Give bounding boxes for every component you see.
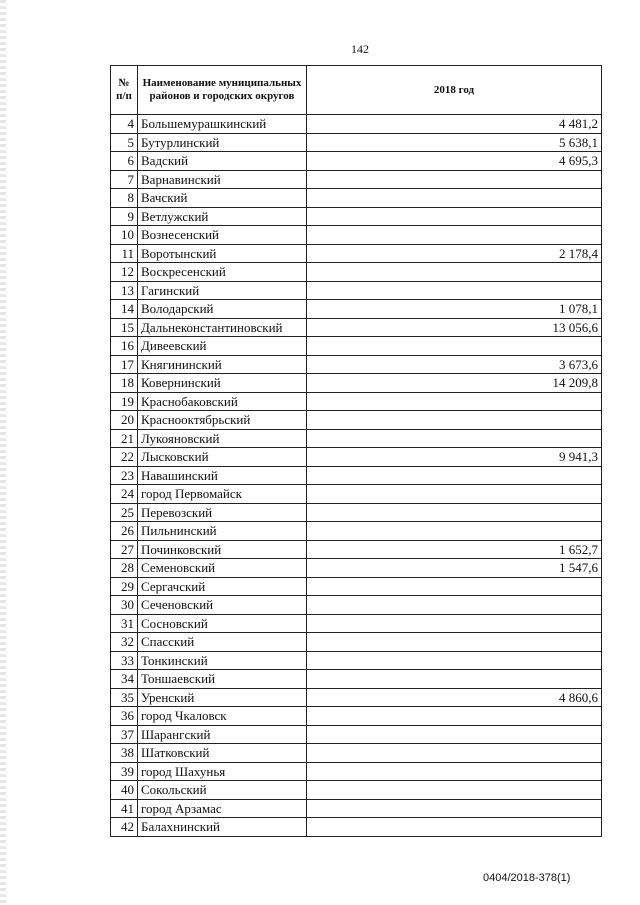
table-row bbox=[111, 170, 602, 189]
row-value bbox=[307, 226, 602, 245]
row-value: 1 652,7 bbox=[307, 540, 602, 559]
row-number: 35 bbox=[111, 688, 138, 707]
header-number: № п/п bbox=[111, 66, 138, 115]
row-value bbox=[307, 762, 602, 781]
row-number: 24 bbox=[111, 485, 138, 504]
row-value bbox=[307, 263, 602, 282]
table-row bbox=[111, 559, 602, 578]
row-number: 26 bbox=[111, 522, 138, 541]
row-name: Краснобаковский bbox=[138, 392, 307, 411]
table-row bbox=[111, 355, 602, 374]
row-name: Вознесенский bbox=[138, 226, 307, 245]
row-value bbox=[307, 281, 602, 300]
row-name: Ветлужский bbox=[138, 207, 307, 226]
table-row bbox=[111, 781, 602, 800]
table-row bbox=[111, 115, 602, 134]
table-row bbox=[111, 577, 602, 596]
table-row bbox=[111, 707, 602, 726]
row-name: Ковернинский bbox=[138, 374, 307, 393]
table-row bbox=[111, 596, 602, 615]
row-number: 30 bbox=[111, 596, 138, 615]
row-name: Сергачский bbox=[138, 577, 307, 596]
row-number: 20 bbox=[111, 411, 138, 430]
row-value: 3 673,6 bbox=[307, 355, 602, 374]
row-value bbox=[307, 670, 602, 689]
row-number: 11 bbox=[111, 244, 138, 263]
row-value bbox=[307, 392, 602, 411]
row-name: Балахнинский bbox=[138, 818, 307, 837]
table-row bbox=[111, 688, 602, 707]
table-row bbox=[111, 429, 602, 448]
row-number: 32 bbox=[111, 633, 138, 652]
table-row bbox=[111, 633, 602, 652]
row-value bbox=[307, 744, 602, 763]
row-value bbox=[307, 207, 602, 226]
row-name: Бутурлинский bbox=[138, 133, 307, 152]
row-name: Княгининский bbox=[138, 355, 307, 374]
table-row bbox=[111, 466, 602, 485]
row-value bbox=[307, 411, 602, 430]
row-name: Семеновский bbox=[138, 559, 307, 578]
row-value: 14 209,8 bbox=[307, 374, 602, 393]
table-row bbox=[111, 522, 602, 541]
row-name: Вачский bbox=[138, 189, 307, 208]
row-number: 6 bbox=[111, 152, 138, 171]
row-number: 19 bbox=[111, 392, 138, 411]
row-value bbox=[307, 170, 602, 189]
row-value bbox=[307, 522, 602, 541]
row-number: 13 bbox=[111, 281, 138, 300]
table-header-row bbox=[111, 66, 602, 115]
row-number: 9 bbox=[111, 207, 138, 226]
row-name: Шатковский bbox=[138, 744, 307, 763]
table-row bbox=[111, 744, 602, 763]
row-name: Дивеевский bbox=[138, 337, 307, 356]
table-row bbox=[111, 207, 602, 226]
row-number: 29 bbox=[111, 577, 138, 596]
row-number: 12 bbox=[111, 263, 138, 282]
row-value bbox=[307, 577, 602, 596]
row-value: 4 695,3 bbox=[307, 152, 602, 171]
row-number: 28 bbox=[111, 559, 138, 578]
table-row bbox=[111, 614, 602, 633]
table-row bbox=[111, 762, 602, 781]
table-row bbox=[111, 152, 602, 171]
row-name: Гагинский bbox=[138, 281, 307, 300]
row-number: 23 bbox=[111, 466, 138, 485]
row-number: 17 bbox=[111, 355, 138, 374]
table-row bbox=[111, 503, 602, 522]
row-number: 41 bbox=[111, 799, 138, 818]
data-table bbox=[110, 65, 602, 837]
table-row bbox=[111, 226, 602, 245]
row-value bbox=[307, 799, 602, 818]
row-number: 10 bbox=[111, 226, 138, 245]
row-name: Сосновский bbox=[138, 614, 307, 633]
header-name: Наименование муниципальных районов и городских округов bbox=[138, 66, 307, 115]
row-name: Краснооктябрьский bbox=[138, 411, 307, 430]
scan-edge bbox=[0, 0, 6, 905]
row-value: 4 860,6 bbox=[307, 688, 602, 707]
row-number: 16 bbox=[111, 337, 138, 356]
row-value: 1 547,6 bbox=[307, 559, 602, 578]
row-number: 34 bbox=[111, 670, 138, 689]
table-row bbox=[111, 133, 602, 152]
row-value bbox=[307, 337, 602, 356]
row-value bbox=[307, 614, 602, 633]
row-name: Воротынский bbox=[138, 244, 307, 263]
table-row bbox=[111, 374, 602, 393]
row-name: Починковский bbox=[138, 540, 307, 559]
row-name: Лукояновский bbox=[138, 429, 307, 448]
row-number: 25 bbox=[111, 503, 138, 522]
table-row bbox=[111, 670, 602, 689]
table-row bbox=[111, 651, 602, 670]
row-number: 40 bbox=[111, 781, 138, 800]
row-number: 22 bbox=[111, 448, 138, 467]
table-row bbox=[111, 485, 602, 504]
row-number: 33 bbox=[111, 651, 138, 670]
row-name: город Шахунья bbox=[138, 762, 307, 781]
table-row bbox=[111, 725, 602, 744]
row-value: 4 481,2 bbox=[307, 115, 602, 134]
row-name: Пильнинский bbox=[138, 522, 307, 541]
table-row bbox=[111, 263, 602, 282]
row-value: 1 078,1 bbox=[307, 300, 602, 319]
row-name: Тонкинский bbox=[138, 651, 307, 670]
table-row bbox=[111, 281, 602, 300]
page-number: 142 bbox=[351, 42, 369, 56]
row-name: город Арзамас bbox=[138, 799, 307, 818]
row-value bbox=[307, 633, 602, 652]
row-number: 7 bbox=[111, 170, 138, 189]
row-number: 31 bbox=[111, 614, 138, 633]
header-year: 2018 год bbox=[307, 66, 602, 115]
table-row bbox=[111, 300, 602, 319]
table-row bbox=[111, 540, 602, 559]
row-name: Шарангский bbox=[138, 725, 307, 744]
row-name: Большемурашкинский bbox=[138, 115, 307, 134]
row-number: 38 bbox=[111, 744, 138, 763]
row-value bbox=[307, 781, 602, 800]
row-value bbox=[307, 707, 602, 726]
table-body bbox=[111, 115, 602, 837]
row-number: 39 bbox=[111, 762, 138, 781]
row-name: Спасский bbox=[138, 633, 307, 652]
table-row bbox=[111, 318, 602, 337]
row-name: Уренский bbox=[138, 688, 307, 707]
row-value: 2 178,4 bbox=[307, 244, 602, 263]
row-value: 13 056,6 bbox=[307, 318, 602, 337]
row-value bbox=[307, 429, 602, 448]
row-name: Сеченовский bbox=[138, 596, 307, 615]
row-value bbox=[307, 651, 602, 670]
row-name: Вадский bbox=[138, 152, 307, 171]
row-name: город Первомайск bbox=[138, 485, 307, 504]
table-row bbox=[111, 244, 602, 263]
row-number: 42 bbox=[111, 818, 138, 837]
row-number: 21 bbox=[111, 429, 138, 448]
row-value: 9 941,3 bbox=[307, 448, 602, 467]
table-row bbox=[111, 411, 602, 430]
row-name: Варнавинский bbox=[138, 170, 307, 189]
row-name: город Чкаловск bbox=[138, 707, 307, 726]
row-value bbox=[307, 596, 602, 615]
row-value bbox=[307, 485, 602, 504]
row-number: 4 bbox=[111, 115, 138, 134]
row-name: Лысковский bbox=[138, 448, 307, 467]
row-value bbox=[307, 189, 602, 208]
row-value bbox=[307, 503, 602, 522]
row-name: Перевозский bbox=[138, 503, 307, 522]
row-name: Володарский bbox=[138, 300, 307, 319]
table-row bbox=[111, 448, 602, 467]
row-name: Навашинский bbox=[138, 466, 307, 485]
row-name: Дальнеконстантиновский bbox=[138, 318, 307, 337]
row-value: 5 638,1 bbox=[307, 133, 602, 152]
table-row bbox=[111, 337, 602, 356]
row-number: 37 bbox=[111, 725, 138, 744]
row-number: 15 bbox=[111, 318, 138, 337]
document-code: 0404/2018-378(1) bbox=[483, 872, 571, 884]
row-number: 14 bbox=[111, 300, 138, 319]
row-number: 18 bbox=[111, 374, 138, 393]
table-row bbox=[111, 799, 602, 818]
table-row bbox=[111, 392, 602, 411]
row-value bbox=[307, 466, 602, 485]
row-value bbox=[307, 818, 602, 837]
table-row bbox=[111, 818, 602, 837]
row-value bbox=[307, 725, 602, 744]
row-number: 36 bbox=[111, 707, 138, 726]
row-name: Тоншаевский bbox=[138, 670, 307, 689]
row-number: 27 bbox=[111, 540, 138, 559]
row-name: Сокольский bbox=[138, 781, 307, 800]
row-name: Воскресенский bbox=[138, 263, 307, 282]
row-number: 5 bbox=[111, 133, 138, 152]
table-row bbox=[111, 189, 602, 208]
row-number: 8 bbox=[111, 189, 138, 208]
